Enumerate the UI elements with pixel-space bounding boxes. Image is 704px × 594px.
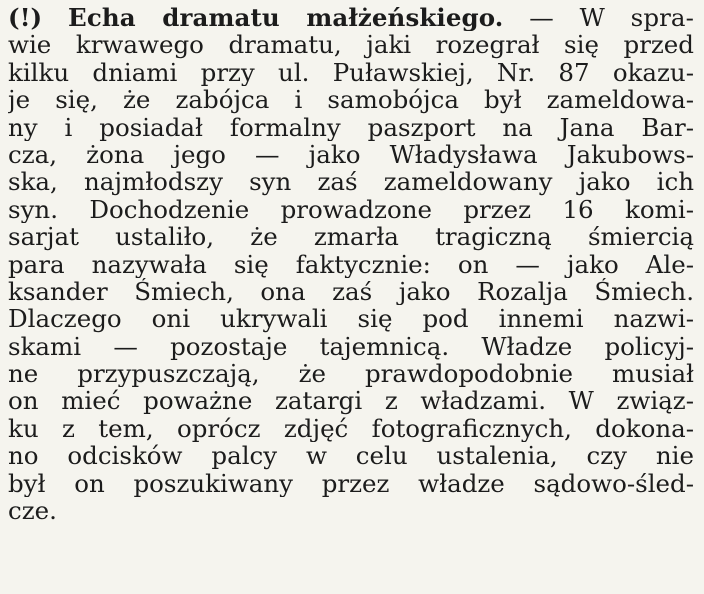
article-line: no odcisków palcy w celu ustalenia, czy nie [8,442,694,470]
headline-line-rest: — W spra- [529,4,694,32]
article-line: ksander Śmiech, ona zaś jako Rozalja Śmiech. [8,277,694,306]
headline-line [8,4,694,31]
article-line: ne przypuszczają, że prawdopodobnie musiał [8,360,694,388]
article-line: wie krwawego dramatu, jaki rozegrał się przed [8,31,694,59]
article-line-last: cze. [8,497,57,525]
article-line: para nazywała się faktycznie: on — jako Ale- [8,250,694,278]
article-line: ny i posiadał formalny paszport na Jana Bar- [8,113,694,141]
article-line: ku z tem, oprócz zdjęć fotograficznych, dokona- [8,414,694,443]
article-line: syn. Dochodzenie prowadzone przez 16 komi- [8,195,694,224]
article-line: on mieć poważne zatargi z władzami. W związ- [8,387,694,415]
article-line: kilku dniami przy ul. Puławskiej, Nr. 87 okazu- [8,58,694,87]
article-headline: Echa dramatu małżeńskiego. [68,4,504,32]
article-line: skami — pozostaje tajemnicą. Władze policyj- [8,332,694,361]
article-line: sarjat ustaliło, że zmarła tragiczną śmiercią [8,223,694,251]
article-line: cza, żona jego — jako Władysława Jakubows- [8,140,694,169]
article-line: je się, że zabójca i samobójca był zameldowa- [8,86,694,114]
article-line: Dlaczego oni ukrywali się pod innemi nazwi- [8,305,694,333]
exclamation-marker: (!) [8,4,43,32]
article-line: był on poszukiwany przez władze sądowo-śled- [8,469,694,498]
article-line: ska, najmłodszy syn zaś zameldowany jako ich [8,168,694,196]
